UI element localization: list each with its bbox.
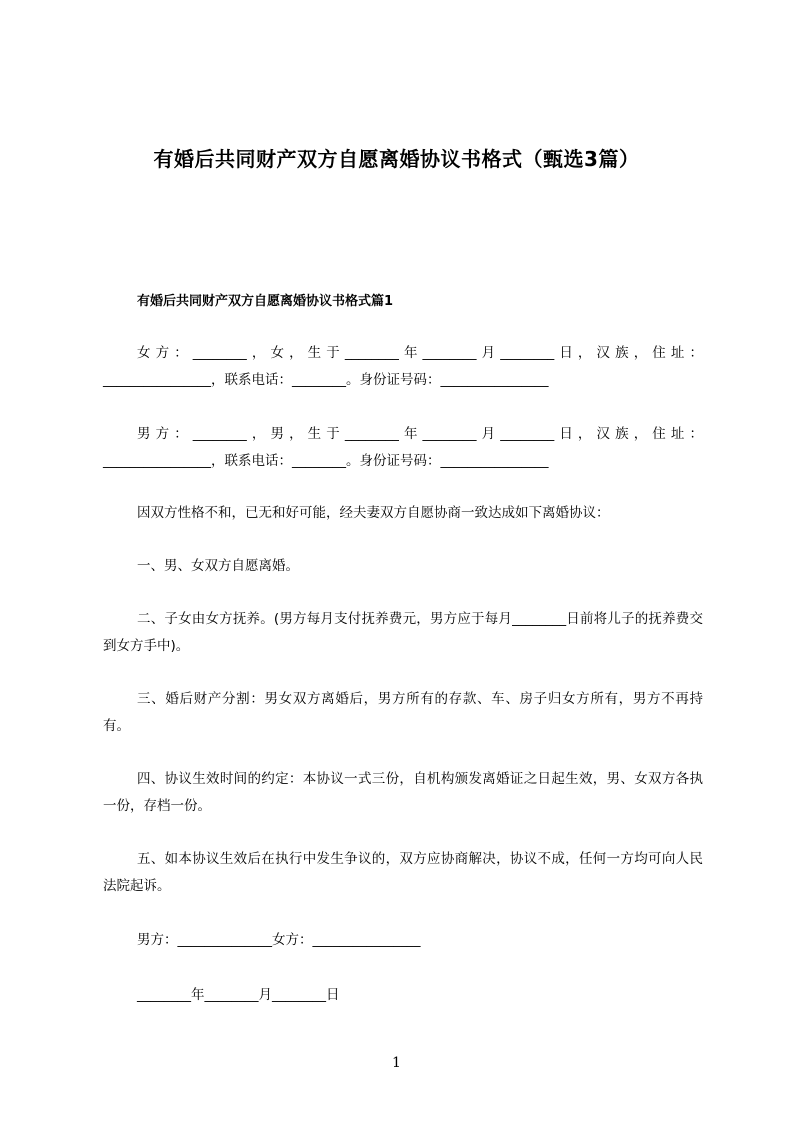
reason-paragraph: 因双方性格不和，已无和好可能，经夫妻双方自愿协商一致达成如下离婚协议： [137,505,610,521]
date-line: ________年________月________日 [137,987,340,1003]
female-party-paragraph: 女方：________，女，生于________年________月________日，汉族，住址：________________，联系电话：________。身份证号码：________________ [103,345,703,388]
signature-line: 男方：______________女方：________________ [137,932,421,948]
document-title: 有婚后共同财产双方自愿离婚协议书格式（甄选3篇） [153,147,640,171]
clause-3-paragraph: 三、婚后财产分割：男女双方离婚后，男方所有的存款、车、房子归女方所有，男方不再持有。 [103,691,703,734]
clause-5-paragraph: 五、如本协议生效后在执行中发生争议的，双方应协商解决，协议不成，任何一方均可向人民法院起诉。 [103,851,703,894]
clause-1-paragraph: 一、男、女双方自愿离婚。 [137,558,299,574]
clause-4-paragraph: 四、协议生效时间的约定：本协议一式三份，自机构颁发离婚证之日起生效，男、女双方各执一份，存档一份。 [103,771,703,814]
clause-2-paragraph: 二、子女由女方抚养。(男方每月支付抚养费元，男方应于每月________日前将儿子的抚养费交到女方手中)。 [103,611,703,654]
male-party-paragraph: 男方：________，男，生于________年________月________日，汉族，住址：________________，联系电话：________。身份证号码：________________ [103,426,703,469]
page-number: 1 [392,1055,401,1071]
section-heading: 有婚后共同财产双方自愿离婚协议书格式篇1 [137,294,394,309]
